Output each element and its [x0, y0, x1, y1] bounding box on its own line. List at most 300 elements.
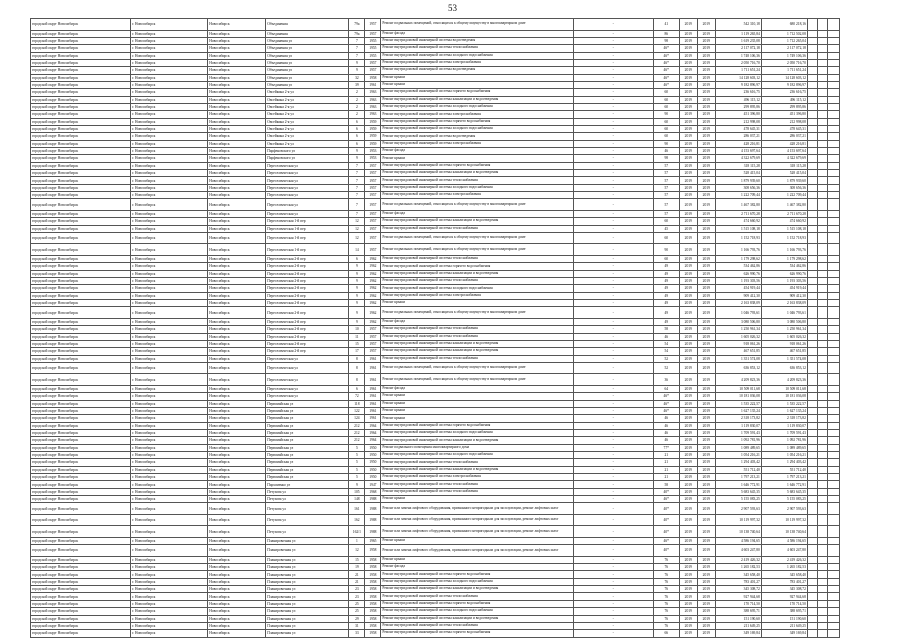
build-year-cell: 1959 — [365, 125, 381, 132]
empty-cell — [807, 481, 817, 488]
settlement-cell: Новосибирск — [208, 52, 266, 59]
end-year-cell: 2019 — [697, 263, 715, 270]
wear-percent-cell: 98 — [653, 155, 679, 162]
work-type-cell: Ремонт внутридомовой инженерной системы электроснабжения — [381, 192, 573, 199]
total-cost-cell: 1 709 591,43 — [761, 429, 807, 436]
work-type-cell: Ремонт внутридомовой инженерной системы канализации и водоотведения — [381, 348, 573, 355]
street-cell: Первомайская ул — [266, 415, 349, 422]
table-row — [31, 545, 840, 557]
start-year-cell: 2019 — [679, 318, 697, 325]
empty-cell — [827, 348, 839, 355]
total-cost-cell: 10 181 036,08 — [761, 393, 807, 400]
start-year-cell: 2019 — [679, 67, 697, 74]
municipality-cell: городской округ Новосибирск — [31, 537, 131, 544]
settlement-cell: Новосибирск — [208, 111, 266, 118]
start-year-cell: 2019 — [679, 37, 697, 44]
city-cell: г. Новосибирск — [131, 244, 208, 256]
work-type-cell: Ремонт внутридомовой инженерной системы канализации и водоотведения — [381, 270, 573, 277]
wear-percent-cell: 76 — [653, 615, 679, 622]
start-year-cell: 2019 — [679, 148, 697, 155]
settlement-cell: Новосибирск — [208, 503, 266, 515]
municipality-cell: городской округ Новосибирск — [31, 225, 131, 232]
wear-percent-cell: 40* — [653, 545, 679, 557]
wear-percent-cell: 76 — [653, 593, 679, 600]
empty-cell — [817, 407, 827, 414]
empty-cell — [827, 232, 839, 244]
cost-cell: 212 998,08 — [715, 118, 761, 125]
cost-cell: 388 695,71 — [715, 608, 761, 615]
work-type-cell: Ремонт или замена лифтового оборудования, признанного непригодным для эксплуатации, ремонт лифтовых шахт — [381, 545, 573, 557]
wear-percent-cell: 57 — [653, 184, 679, 191]
dash-cell: - — [573, 67, 653, 74]
build-year-cell: 1957 — [365, 244, 381, 256]
settlement-cell: Новосибирск — [208, 385, 266, 392]
settlement-cell: Новосибирск — [208, 125, 266, 132]
settlement-cell: Новосибирск — [208, 37, 266, 44]
start-year-cell: 2019 — [679, 218, 697, 225]
city-cell: г. Новосибирск — [131, 67, 208, 74]
total-cost-cell: 680 218,16 — [761, 19, 807, 31]
municipality-cell: городской округ Новосибирск — [31, 586, 131, 593]
work-type-cell: Ремонт подвальных помещений, относящихся к общему имуществу в многоквартирном доме — [381, 232, 573, 244]
work-type-cell: Ремонт внутридомовой инженерной системы канализации и водоотведения — [381, 615, 573, 622]
cost-cell: 636 853,12 — [715, 362, 761, 374]
city-cell: г. Новосибирск — [131, 199, 208, 211]
cost-cell: 308 656,36 — [715, 184, 761, 191]
empty-cell — [807, 400, 817, 407]
cost-cell: 1 152 718,93 — [715, 232, 761, 244]
table-row — [31, 615, 840, 622]
work-type-cell: Ремонт внутридомовой инженерной системы теплоснабжения — [381, 488, 573, 495]
table-row — [31, 514, 840, 526]
house-number-cell: 14 — [349, 244, 365, 256]
house-number-cell: 21 — [349, 578, 365, 585]
empty-cell — [807, 615, 817, 622]
build-year-cell: 1950 — [365, 466, 381, 473]
house-number-cell: 8 — [349, 355, 365, 362]
house-number-cell: 32 — [349, 74, 365, 81]
build-year-cell: 1957 — [365, 232, 381, 244]
total-cost-cell: 1 119 830,07 — [761, 422, 807, 429]
settlement-cell: Новосибирск — [208, 400, 266, 407]
total-cost-cell: 1 046 793,61 — [761, 307, 807, 319]
start-year-cell: 2019 — [679, 133, 697, 140]
dash-cell: - — [573, 503, 653, 515]
city-cell: г. Новосибирск — [131, 300, 208, 307]
street-cell: Петухова ул — [266, 514, 349, 526]
city-cell: г. Новосибирск — [131, 255, 208, 262]
empty-cell — [807, 170, 817, 177]
dash-cell: - — [573, 177, 653, 184]
city-cell: г. Новосибирск — [131, 600, 208, 607]
street-cell: Объединения ул — [266, 74, 349, 81]
street-cell: Переселенческая ул — [266, 162, 349, 169]
city-cell: г. Новосибирск — [131, 89, 208, 96]
end-year-cell: 2019 — [697, 615, 715, 622]
end-year-cell: 2019 — [697, 74, 715, 81]
empty-cell — [827, 437, 839, 444]
house-number-cell: 7 — [349, 184, 365, 191]
start-year-cell: 2019 — [679, 52, 697, 59]
empty-cell — [827, 210, 839, 217]
empty-cell — [817, 593, 827, 600]
work-type-cell: Ремонт внутридомовой инженерной системы горячего водоснабжения — [381, 630, 573, 637]
work-type-cell: Ремонт крыши — [381, 81, 573, 88]
empty-cell — [817, 444, 827, 451]
municipality-cell: городской округ Новосибирск — [31, 300, 131, 307]
empty-cell — [827, 255, 839, 262]
cost-cell: 2 050 716,70 — [715, 59, 761, 66]
end-year-cell: 2019 — [697, 118, 715, 125]
settlement-cell: Новосибирск — [208, 300, 266, 307]
house-number-cell: 6 — [349, 255, 365, 262]
empty-cell — [807, 466, 817, 473]
table-row — [31, 622, 840, 629]
cost-cell: 236 616,75 — [715, 89, 761, 96]
start-year-cell: 2019 — [679, 481, 697, 488]
start-year-cell: 2019 — [679, 496, 697, 503]
cost-cell: 170 714,50 — [715, 600, 761, 607]
wear-percent-cell: 21 — [653, 466, 679, 473]
build-year-cell: 1962 — [365, 307, 381, 319]
build-year-cell: 1961 — [365, 355, 381, 362]
wear-percent-cell: 57 — [653, 177, 679, 184]
work-type-cell: Ремонт внутридомовой инженерной системы теплоснабжения — [381, 622, 573, 629]
cost-cell: 927 944,68 — [715, 593, 761, 600]
empty-cell — [807, 355, 817, 362]
street-cell: Первомайская ул — [266, 400, 349, 407]
cost-cell: 1 709 591,43 — [715, 429, 761, 436]
city-cell: г. Новосибирск — [131, 52, 208, 59]
city-cell: г. Новосибирск — [131, 400, 208, 407]
dash-cell: - — [573, 155, 653, 162]
dash-cell: - — [573, 362, 653, 374]
start-year-cell: 2019 — [679, 422, 697, 429]
total-cost-cell: 1 054 216,21 — [761, 452, 807, 459]
start-year-cell: 2019 — [679, 19, 697, 31]
city-cell: г. Новосибирск — [131, 59, 208, 66]
empty-cell — [817, 162, 827, 169]
street-cell: Петухова ул — [266, 488, 349, 495]
work-type-cell: Ремонт внутридомовой инженерной системы канализации и водоотведения — [381, 96, 573, 103]
cost-cell: 14 128 603,12 — [715, 74, 761, 81]
street-cell: Планировочная ул — [266, 622, 349, 629]
settlement-cell: Новосибирск — [208, 466, 266, 473]
total-cost-cell: 212 998,08 — [761, 118, 807, 125]
wear-percent-cell: 46* — [653, 496, 679, 503]
build-year-cell: 1957 — [365, 199, 381, 211]
empty-cell — [827, 184, 839, 191]
end-year-cell: 2019 — [697, 67, 715, 74]
start-year-cell: 2019 — [679, 407, 697, 414]
cost-cell: 1 119 830,07 — [715, 422, 761, 429]
city-cell: г. Новосибирск — [131, 481, 208, 488]
settlement-cell: Новосибирск — [208, 19, 266, 31]
street-cell: Планировочная ул — [266, 545, 349, 557]
table-row — [31, 318, 840, 325]
total-cost-cell: 1 351 574,08 — [761, 355, 807, 362]
empty-cell — [827, 218, 839, 225]
empty-cell — [827, 488, 839, 495]
total-cost-cell: 454 919,44 — [761, 285, 807, 292]
empty-cell — [817, 630, 827, 637]
house-number-cell: 12 — [349, 218, 365, 225]
empty-cell — [817, 199, 827, 211]
empty-cell — [827, 285, 839, 292]
settlement-cell: Новосибирск — [208, 81, 266, 88]
start-year-cell: 2019 — [679, 355, 697, 362]
build-year-cell: 1957 — [365, 326, 381, 333]
street-cell: Первомайская ул — [266, 407, 349, 414]
cost-cell: 1 467 382,80 — [715, 199, 761, 211]
settlement-cell: Новосибирск — [208, 615, 266, 622]
dash-cell: - — [573, 407, 653, 414]
total-cost-cell: 474 660,92 — [761, 218, 807, 225]
dash-cell: - — [573, 148, 653, 155]
city-cell: г. Новосибирск — [131, 466, 208, 473]
start-year-cell: 2019 — [679, 270, 697, 277]
house-number-cell: 2 — [349, 89, 365, 96]
empty-cell — [817, 374, 827, 386]
dash-cell: - — [573, 285, 653, 292]
empty-cell — [817, 526, 827, 538]
settlement-cell: Новосибирск — [208, 225, 266, 232]
street-cell: Переселенческая 2-й пер — [266, 340, 349, 347]
settlement-cell: Новосибирск — [208, 30, 266, 37]
table-body — [31, 19, 840, 638]
cost-cell: 2 117 072,18 — [715, 45, 761, 52]
city-cell: г. Новосибирск — [131, 30, 208, 37]
wear-percent-cell: 46 — [653, 333, 679, 340]
empty-cell — [817, 300, 827, 307]
total-cost-cell: 1 749 106,36 — [761, 52, 807, 59]
work-type-cell: Ремонт внутридомовой инженерной системы теплоснабжения — [381, 459, 573, 466]
build-year-cell: 1963 — [365, 96, 381, 103]
build-year-cell: 1953 — [365, 148, 381, 155]
house-number-cell: 10 — [349, 326, 365, 333]
build-year-cell: 1963 — [365, 103, 381, 110]
empty-cell — [827, 630, 839, 637]
house-number-cell: 8 — [349, 362, 365, 374]
end-year-cell: 2019 — [697, 225, 715, 232]
city-cell: г. Новосибирск — [131, 393, 208, 400]
empty-cell — [807, 199, 817, 211]
empty-cell — [827, 362, 839, 374]
work-type-cell: Ремонт фасада — [381, 564, 573, 571]
dash-cell: - — [573, 437, 653, 444]
city-cell: г. Новосибирск — [131, 81, 208, 88]
dash-cell: - — [573, 52, 653, 59]
build-year-cell: 1957 — [365, 184, 381, 191]
build-year-cell: 1988 — [365, 496, 381, 503]
settlement-cell: Новосибирск — [208, 429, 266, 436]
build-year-cell: 1958 — [365, 615, 381, 622]
empty-cell — [817, 474, 827, 481]
wear-percent-cell: 57 — [653, 170, 679, 177]
empty-cell — [807, 270, 817, 277]
empty-cell — [827, 333, 839, 340]
settlement-cell: Новосибирск — [208, 170, 266, 177]
wear-percent-cell: 46 — [653, 148, 679, 155]
wear-percent-cell: 46* — [653, 52, 679, 59]
empty-cell — [807, 556, 817, 563]
wear-percent-cell: 46* — [653, 407, 679, 414]
wear-percent-cell: 54 — [653, 340, 679, 347]
work-type-cell: Ремонт внутридомовой инженерной системы горячего водоснабжения — [381, 422, 573, 429]
empty-cell — [807, 593, 817, 600]
city-cell: г. Новосибирск — [131, 630, 208, 637]
empty-cell — [817, 318, 827, 325]
city-cell: г. Новосибирск — [131, 474, 208, 481]
table-row — [31, 292, 840, 299]
build-year-cell: 1958 — [365, 608, 381, 615]
end-year-cell: 2019 — [697, 622, 715, 629]
empty-cell — [807, 96, 817, 103]
work-type-cell: Ремонт крыши — [381, 393, 573, 400]
street-cell: Парфеновского ул — [266, 155, 349, 162]
dash-cell: - — [573, 199, 653, 211]
dash-cell: - — [573, 340, 653, 347]
municipality-cell: городской округ Новосибирск — [31, 292, 131, 299]
empty-cell — [827, 45, 839, 52]
dash-cell: - — [573, 318, 653, 325]
work-type-cell: Ремонт внутридомовой инженерной системы холодного водоснабжения — [381, 285, 573, 292]
settlement-cell: Новосибирск — [208, 192, 266, 199]
street-cell: Объединения ул — [266, 37, 349, 44]
end-year-cell: 2019 — [697, 444, 715, 451]
total-cost-cell: 2 163 838,09 — [761, 300, 807, 307]
total-cost-cell: 1 179 298,62 — [761, 255, 807, 262]
house-number-cell: 7 — [349, 192, 365, 199]
empty-cell — [827, 277, 839, 284]
cost-cell: 3 080 506,80 — [715, 318, 761, 325]
end-year-cell: 2019 — [697, 300, 715, 307]
settlement-cell: Новосибирск — [208, 232, 266, 244]
city-cell: г. Новосибирск — [131, 232, 208, 244]
end-year-cell: 2019 — [697, 452, 715, 459]
empty-cell — [817, 466, 827, 473]
empty-cell — [817, 488, 827, 495]
wear-percent-cell: 45 — [653, 225, 679, 232]
street-cell: Переселенческая 2-й пер — [266, 318, 349, 325]
city-cell: г. Новосибирск — [131, 355, 208, 362]
end-year-cell: 2019 — [697, 571, 715, 578]
total-cost-cell: 2 117 072,18 — [761, 45, 807, 52]
build-year-cell: 1988 — [365, 526, 381, 538]
build-year-cell: 1958 — [365, 578, 381, 585]
municipality-cell: городской округ Новосибирск — [31, 140, 131, 147]
empty-cell — [817, 192, 827, 199]
empty-cell — [817, 103, 827, 110]
municipality-cell: городской округ Новосибирск — [31, 564, 131, 571]
work-type-cell: Ремонт внутридомовой инженерной системы теплоснабжения — [381, 333, 573, 340]
cost-cell: 1 627 135,24 — [715, 407, 761, 414]
end-year-cell: 2019 — [697, 586, 715, 593]
table-row — [31, 452, 840, 459]
empty-cell — [827, 140, 839, 147]
empty-cell — [817, 155, 827, 162]
empty-cell — [807, 232, 817, 244]
empty-cell — [807, 415, 817, 422]
empty-cell — [817, 608, 827, 615]
cost-cell: 4 209 823,36 — [715, 374, 761, 386]
empty-cell — [817, 571, 827, 578]
start-year-cell: 2019 — [679, 45, 697, 52]
empty-cell — [807, 59, 817, 66]
street-cell: Первомайская ул — [266, 422, 349, 429]
cost-cell: 10 509 011,68 — [715, 385, 761, 392]
city-cell: г. Новосибирск — [131, 210, 208, 217]
table-row — [31, 600, 840, 607]
wear-percent-cell: 41 — [653, 19, 679, 31]
table-row — [31, 393, 840, 400]
cost-cell: 1 797 213,21 — [715, 474, 761, 481]
street-cell: Планировочная ул — [266, 586, 349, 593]
house-number-cell: 2 — [349, 111, 365, 118]
dash-cell: - — [573, 118, 653, 125]
city-cell: г. Новосибирск — [131, 503, 208, 515]
empty-cell — [807, 326, 817, 333]
end-year-cell: 2019 — [697, 199, 715, 211]
house-number-cell: 21 — [349, 571, 365, 578]
dash-cell: - — [573, 355, 653, 362]
empty-cell — [807, 545, 817, 557]
build-year-cell: 1961 — [365, 362, 381, 374]
build-year-cell: 1962 — [365, 318, 381, 325]
work-type-cell: Ремонт фасада — [381, 30, 573, 37]
wear-percent-cell: 40* — [653, 503, 679, 515]
total-cost-cell: 1 712 265,04 — [761, 37, 807, 44]
build-year-cell: 1958 — [365, 593, 381, 600]
cost-cell: 4 603 247,80 — [715, 545, 761, 557]
street-cell: Объединения ул — [266, 45, 349, 52]
start-year-cell: 2019 — [679, 526, 697, 538]
table-row — [31, 496, 840, 503]
dash-cell: - — [573, 74, 653, 81]
end-year-cell: 2019 — [697, 326, 715, 333]
house-number-cell: 79а — [349, 19, 365, 31]
street-cell: Овсейкина 2-я ул — [266, 133, 349, 140]
city-cell: г. Новосибирск — [131, 218, 208, 225]
table-row — [31, 415, 840, 422]
house-number-cell: 23 — [349, 593, 365, 600]
empty-cell — [807, 514, 817, 526]
cost-cell: 2 711 670,28 — [715, 210, 761, 217]
settlement-cell: Новосибирск — [208, 593, 266, 600]
end-year-cell: 2019 — [697, 496, 715, 503]
empty-cell — [827, 374, 839, 386]
municipality-cell: городской округ Новосибирск — [31, 503, 131, 515]
settlement-cell: Новосибирск — [208, 292, 266, 299]
end-year-cell: 2019 — [697, 307, 715, 319]
empty-cell — [807, 586, 817, 593]
street-cell: Переселенческая 2-й пер — [266, 277, 349, 284]
city-cell: г. Новосибирск — [131, 333, 208, 340]
empty-cell — [807, 19, 817, 31]
build-year-cell: 1962 — [365, 270, 381, 277]
total-cost-cell: 496 115,12 — [761, 96, 807, 103]
empty-cell — [827, 466, 839, 473]
work-type-cell: Ремонт фасада — [381, 318, 573, 325]
work-type-cell: Ремонт внутридомовой инженерной системы теплоснабжения — [381, 225, 573, 232]
end-year-cell: 2019 — [697, 415, 715, 422]
empty-cell — [817, 355, 827, 362]
wear-percent-cell: 76 — [653, 600, 679, 607]
end-year-cell: 2019 — [697, 140, 715, 147]
work-type-cell: Ремонт внутридомовой инженерной системы горячего водоснабжения — [381, 118, 573, 125]
cost-cell: 286 037,21 — [715, 133, 761, 140]
work-type-cell: Ремонт внутридомовой инженерной системы горячего водоснабжения — [381, 162, 573, 169]
